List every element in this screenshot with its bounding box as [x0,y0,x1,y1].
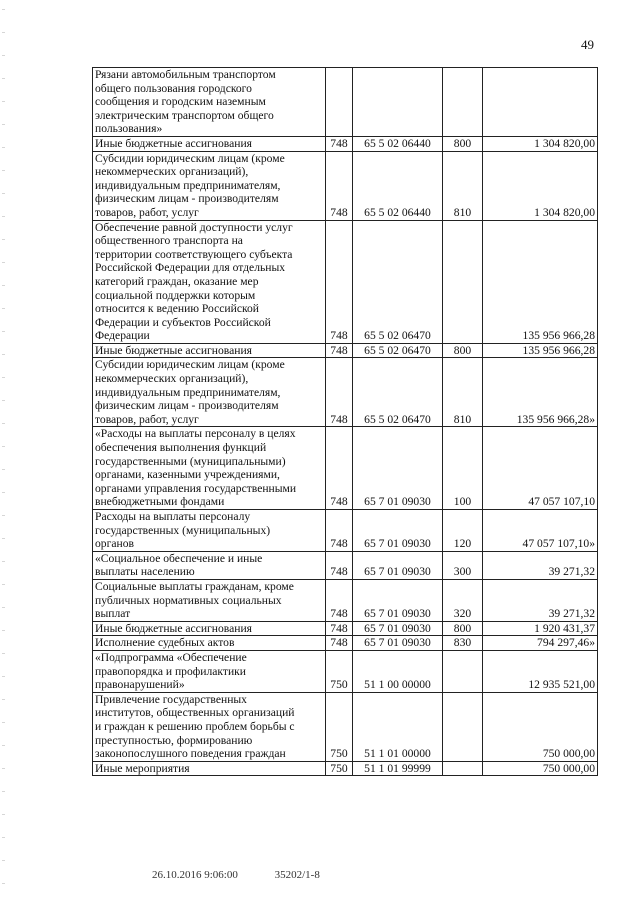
table-row [93,579,598,621]
table-row [93,510,598,552]
row-grbs-code: 750 [326,650,353,692]
footer-datetime: 26.10.2016 9:06:00 [152,869,238,881]
row-target-article: 51 1 00 00000 [353,650,443,692]
row-expense-type: 800 [443,621,483,636]
row-target-article [353,68,443,137]
row-target-article: 51 1 01 00000 [353,692,443,761]
table-row [93,551,598,579]
row-amount: 39 271,32 [483,551,598,579]
table-row [93,343,598,358]
row-amount: 39 271,32 [483,579,598,621]
row-grbs-code: 748 [326,343,353,358]
row-amount: 750 000,00 [483,761,598,776]
row-amount: 47 057 107,10 [483,427,598,510]
page-number: 49 [581,37,594,52]
row-expense-type: 320 [443,579,483,621]
row-target-article: 65 5 02 06440 [353,151,443,220]
row-expense-type: 810 [443,358,483,427]
row-target-article: 65 5 02 06470 [353,358,443,427]
table-row [93,636,598,651]
row-expense-type: 830 [443,636,483,651]
row-target-article: 65 7 01 09030 [353,510,443,552]
row-expense-type: 810 [443,151,483,220]
row-grbs-code: 748 [326,621,353,636]
row-amount: 1 920 431,37 [483,621,598,636]
row-target-article: 65 5 02 06470 [353,220,443,343]
row-grbs-code: 748 [326,151,353,220]
row-target-article: 65 5 02 06440 [353,136,443,151]
row-expense-type [443,761,483,776]
row-amount: 135 956 966,28 [483,343,598,358]
row-grbs-code: 748 [326,136,353,151]
row-target-article: 65 7 01 09030 [353,551,443,579]
row-name: Исполнение судебных актов [93,636,326,651]
table-row [93,220,598,343]
table-row [93,358,598,427]
row-target-article: 65 7 01 09030 [353,636,443,651]
row-grbs-code: 748 [326,510,353,552]
row-expense-type: 120 [443,510,483,552]
row-name: «Расходы на выплаты персоналу в целях обеспечения выполнения функций государственными (муниципальными) органами, казенными учреждениями, органами управления государственными внебюджетными фондами [93,427,326,510]
row-target-article: 65 7 01 09030 [353,427,443,510]
row-grbs-code: 748 [326,551,353,579]
table-row [93,427,598,510]
row-expense-type [443,692,483,761]
row-amount: 1 304 820,00 [483,136,598,151]
footer-doc-code: 35202/1-8 [274,869,320,881]
scan-margin-artifact [2,0,5,905]
row-expense-type [443,220,483,343]
row-grbs-code: 750 [326,761,353,776]
row-name: Иные бюджетные ассигнования [93,343,326,358]
row-name: «Подпрограмма «Обеспечение правопорядка и профилактики правонарушений» [93,650,326,692]
row-name: Расходы на выплаты персоналу государственных (муниципальных) органов [93,510,326,552]
row-grbs-code: 748 [326,220,353,343]
table-row [93,151,598,220]
row-name: Привлечение государственных институтов, общественных организаций и граждан к решению проблем борьбы с преступностью, формированию законопослушного поведения граждан [93,692,326,761]
table-row [93,650,598,692]
row-amount: 750 000,00 [483,692,598,761]
row-name: Иные мероприятия [93,761,326,776]
row-grbs-code: 748 [326,427,353,510]
table-row [93,621,598,636]
footer [152,869,354,881]
table-row [93,136,598,151]
table-row [93,761,598,776]
budget-table-body [93,68,598,776]
row-name: «Социальное обеспечение и иные выплаты населению [93,551,326,579]
row-grbs-code: 750 [326,692,353,761]
row-name: Субсидии юридическим лицам (кроме некоммерческих организаций), индивидуальным предпринимателям, физическим лицам - производителям товаров, работ, услуг [93,151,326,220]
row-expense-type: 800 [443,136,483,151]
table-row [93,68,598,137]
row-target-article: 65 5 02 06470 [353,343,443,358]
row-grbs-code: 748 [326,358,353,427]
row-amount: 12 935 521,00 [483,650,598,692]
row-amount: 1 304 820,00 [483,151,598,220]
budget-table [92,67,598,776]
row-name: Иные бюджетные ассигнования [93,136,326,151]
row-grbs-code: 748 [326,579,353,621]
row-name: Субсидии юридическим лицам (кроме некоммерческих организаций), индивидуальным предпринимателям, физическим лицам - производителям товаров, работ, услуг [93,358,326,427]
row-amount: 794 297,46» [483,636,598,651]
row-amount [483,68,598,137]
row-name: Иные бюджетные ассигнования [93,621,326,636]
row-amount: 135 956 966,28 [483,220,598,343]
row-target-article: 51 1 01 99999 [353,761,443,776]
row-grbs-code [326,68,353,137]
row-amount: 47 057 107,10» [483,510,598,552]
row-name: Обеспечение равной доступности услуг общественного транспорта на территории соответствующего субъекта Российской Федерации для отдельных категорий граждан, оказание мер социальной поддержки которым относится к ведению Российской Федерации и субъектов Российской Федерации [93,220,326,343]
row-expense-type: 300 [443,551,483,579]
row-name: Рязани автомобильным транспортом общего пользования городского сообщения и городским наземным электрическим транспортом общего пользования» [93,68,326,137]
row-target-article: 65 7 01 09030 [353,621,443,636]
row-expense-type: 800 [443,343,483,358]
row-expense-type: 100 [443,427,483,510]
row-grbs-code: 748 [326,636,353,651]
row-expense-type [443,68,483,137]
table-row [93,692,598,761]
row-expense-type [443,650,483,692]
row-name: Социальные выплаты гражданам, кроме публичных нормативных социальных выплат [93,579,326,621]
row-target-article: 65 7 01 09030 [353,579,443,621]
row-amount: 135 956 966,28» [483,358,598,427]
